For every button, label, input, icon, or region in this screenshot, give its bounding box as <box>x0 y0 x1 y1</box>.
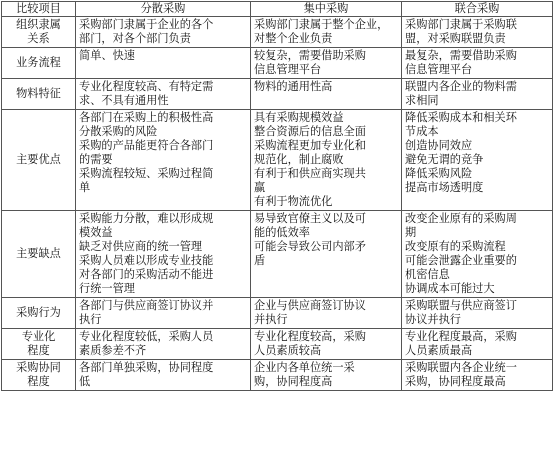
cell-centralized <box>251 360 402 391</box>
cell-line: 人员素质较高 <box>254 344 322 357</box>
row-header-line: 程度 <box>27 344 50 357</box>
row-header-cell <box>2 329 76 360</box>
row-header-line: 组织隶属 <box>16 18 61 31</box>
row-header-cell <box>2 48 76 79</box>
row-header-cell <box>2 211 76 298</box>
row-header-line: 主要优点 <box>16 153 61 166</box>
cell-decentralized <box>76 211 251 298</box>
comparison-table-container <box>1 1 553 457</box>
cell-line: 各部门单独采购，协同程度 <box>79 361 214 374</box>
cell-line: 专业化程度较高，采购 <box>254 330 366 343</box>
table-row <box>2 110 553 211</box>
cell-line: 有利于和供应商实现共 <box>254 167 366 180</box>
cell-line: 专业化程度较低，采购人员 <box>79 330 214 343</box>
cell-line: 分散采购的风险 <box>79 125 158 138</box>
cell-line: 可能会泄露企业重要的 <box>405 254 517 267</box>
cell-decentralized <box>76 329 251 360</box>
cell-line: 盟，对采购联盟负责 <box>405 32 506 45</box>
cell-centralized <box>251 79 402 110</box>
header-cell-centralized: 集中采购 <box>251 2 402 17</box>
cell-line: 对各部门的采购活动不能进 <box>79 268 214 281</box>
table-header-row <box>2 2 553 17</box>
row-header-cell <box>2 298 76 329</box>
row-header-line: 业务流程 <box>16 56 61 69</box>
cell-line: 能的低效率 <box>254 226 310 239</box>
cell-line: 采购部门隶属于企业的各个 <box>79 18 214 31</box>
cell-line: 购，协同程度高 <box>254 375 333 388</box>
table-row <box>2 360 553 391</box>
cell-centralized <box>251 298 402 329</box>
cell-line: 采购流程更加专业化和 <box>254 139 366 152</box>
cell-line: 素质参差不齐 <box>79 344 147 357</box>
header-cell-item: 比较项目 <box>2 2 76 17</box>
cell-line: 信息管理平台 <box>405 63 473 76</box>
cell-centralized <box>251 17 402 48</box>
cell-joint <box>402 110 553 211</box>
cell-joint <box>402 298 553 329</box>
cell-line: 可能会导致公司内部矛 <box>254 240 366 253</box>
cell-centralized <box>251 110 402 211</box>
header-cell-decentralized: 分散采购 <box>76 2 251 17</box>
cell-line: 联盟内各企业的物料需 <box>405 80 517 93</box>
cell-line: 最复杂，需要借助采购 <box>405 49 517 62</box>
cell-centralized <box>251 329 402 360</box>
table-row <box>2 298 553 329</box>
cell-line: 期 <box>405 226 417 239</box>
cell-line: 求、不具有通用性 <box>79 94 169 107</box>
cell-line: 改变企业原有的采购周 <box>405 212 517 225</box>
cell-line: 物料的通用性高 <box>254 80 333 93</box>
table-row <box>2 17 553 48</box>
cell-line: 人员素质最高 <box>405 344 473 357</box>
cell-joint <box>402 211 553 298</box>
cell-line: 执行 <box>79 313 102 326</box>
table-row <box>2 48 553 79</box>
cell-line: 采购联盟内各企业统一 <box>405 361 517 374</box>
cell-decentralized <box>76 298 251 329</box>
row-header-line: 采购行为 <box>16 306 61 319</box>
cell-line: 企业内各单位统一采 <box>254 361 355 374</box>
row-header-cell <box>2 110 76 211</box>
cell-line: 各部门与供应商签订协议并 <box>79 299 214 312</box>
cell-line: 易导致官僚主义以及可 <box>254 212 366 225</box>
cell-line: 专业化程度较高、有特定需 <box>79 80 214 93</box>
cell-line: 节成本 <box>405 125 439 138</box>
cell-line: 机密信息 <box>405 268 450 281</box>
cell-line: 企业与供应商签订协议 <box>254 299 366 312</box>
cell-decentralized <box>76 48 251 79</box>
cell-line: 具有采购规模效益 <box>254 111 344 124</box>
cell-line: 行统一管理 <box>79 282 135 295</box>
cell-line: 并执行 <box>254 313 288 326</box>
cell-line: 采购部门隶属于采购联 <box>405 18 517 31</box>
cell-line: 整合资源后的信息全面 <box>254 125 366 138</box>
row-header-line: 专业化 <box>21 330 56 343</box>
cell-line: 的需要 <box>79 153 113 166</box>
cell-joint <box>402 17 553 48</box>
cell-line: 缺乏对供应商的统一管理 <box>79 240 203 253</box>
cell-line: 采购联盟与供应商签订 <box>405 299 517 312</box>
row-header-line: 关系 <box>27 32 50 45</box>
cell-line: 求相同 <box>405 94 439 107</box>
row-header-cell <box>2 17 76 48</box>
cell-line: 规范化，制止腐败 <box>254 153 344 166</box>
procurement-comparison-table <box>1 1 553 391</box>
cell-decentralized <box>76 79 251 110</box>
cell-line: 信息管理平台 <box>254 63 322 76</box>
cell-line: 避免无谓的竞争 <box>405 153 484 166</box>
cell-line: 模效益 <box>79 226 113 239</box>
cell-line: 低 <box>79 375 91 388</box>
cell-line: 单 <box>79 181 91 194</box>
cell-line: 提高市场透明度 <box>405 181 484 194</box>
cell-line: 协调成本可能过大 <box>405 282 495 295</box>
cell-line: 采购流程较短、采购过程简 <box>79 167 214 180</box>
table-row <box>2 329 553 360</box>
cell-line: 采购人员难以形成专业技能 <box>79 254 214 267</box>
cell-line: 采购部门隶属于整个企业， <box>254 18 389 31</box>
row-header-line: 主要缺点 <box>16 247 61 260</box>
cell-decentralized <box>76 360 251 391</box>
row-header-line: 物料特征 <box>16 87 61 100</box>
cell-joint <box>402 48 553 79</box>
cell-decentralized <box>76 110 251 211</box>
cell-line: 创造协同效应 <box>405 139 473 152</box>
row-header-line: 采购协同 <box>16 361 61 374</box>
cell-joint <box>402 329 553 360</box>
cell-line: 较复杂，需要借助采购 <box>254 49 366 62</box>
table-body <box>2 17 553 391</box>
cell-line: 采购，协同程度最高 <box>405 375 506 388</box>
cell-line: 专业化程度最高，采购 <box>405 330 517 343</box>
row-header-cell <box>2 360 76 391</box>
table-row <box>2 79 553 110</box>
row-header-line: 程度 <box>27 375 50 388</box>
cell-joint <box>402 360 553 391</box>
cell-centralized <box>251 211 402 298</box>
cell-line: 盾 <box>254 254 266 267</box>
cell-line: 降低采购成本和相关环 <box>405 111 517 124</box>
cell-line: 对整个企业负责 <box>254 32 333 45</box>
cell-line: 赢 <box>254 181 266 194</box>
cell-line: 改变原有的采购流程 <box>405 240 506 253</box>
table-row <box>2 211 553 298</box>
cell-line: 采购的产品能更符合各部门 <box>79 139 214 152</box>
row-header-cell <box>2 79 76 110</box>
cell-centralized <box>251 48 402 79</box>
cell-line: 部门，对各个部门负责 <box>79 32 191 45</box>
header-cell-joint: 联合采购 <box>402 2 553 17</box>
cell-decentralized <box>76 17 251 48</box>
cell-line: 协议并执行 <box>405 313 461 326</box>
cell-line: 降低采购风险 <box>405 167 473 180</box>
cell-line: 各部门在采购上的积极性高 <box>79 111 214 124</box>
cell-line: 有利于物流优化 <box>254 195 333 208</box>
cell-line: 采购能力分散，难以形成规 <box>79 212 214 225</box>
cell-joint <box>402 79 553 110</box>
cell-line: 简单、快速 <box>79 49 135 62</box>
